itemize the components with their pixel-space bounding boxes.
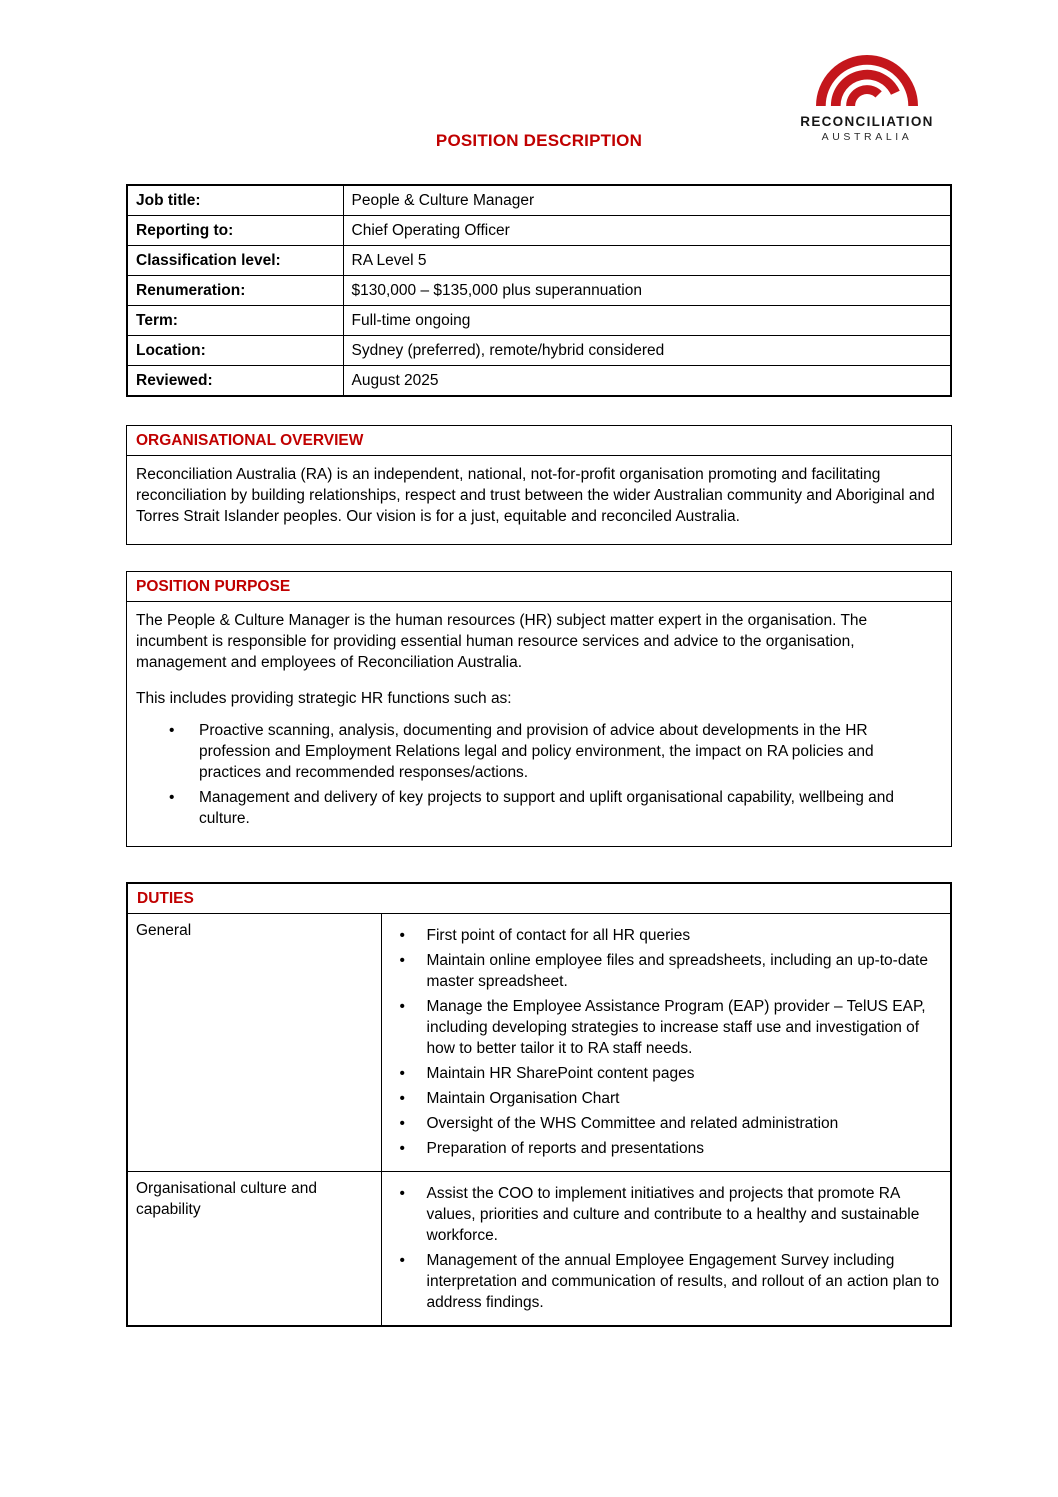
duty-bullet-item: • Manage the Employee Assistance Program (EAP) provider – TelUS EAP, including developing strategies to increase staff use and investigation of how to better tailor it to RA staff needs. [400,996,941,1059]
table-row [127,336,951,366]
duty-bullet-item: • Maintain online employee files and spreadsheets, including an up-to-date master spreadsheet. [400,950,941,992]
section-heading-position-purpose: POSITION PURPOSE [127,572,951,602]
detail-label: Reporting to: [127,216,343,246]
duty-bullet-item: • First point of contact for all HR queries [400,925,941,946]
table-row [127,246,951,276]
document-content [126,0,952,1327]
table-row [127,366,951,397]
section-heading-duties: DUTIES [127,883,951,914]
detail-value: August 2025 [343,366,951,397]
duties-heading-row [127,883,951,914]
detail-label: Term: [127,306,343,336]
purpose-bullet-item: • Proactive scanning, analysis, documenting and provision of advice about developments in the HR profession and Employment Relations legal and policy environment, the impact on RA policies and practices and recommended responses/actions. [169,720,939,783]
duty-category: General [127,914,381,1172]
duty-items-cell [381,914,951,1172]
detail-value: Full-time ongoing [343,306,951,336]
duty-bullet-item: • Preparation of reports and presentations [400,1138,941,1159]
overview-paragraph: Reconciliation Australia (RA) is an independent, national, not-for-profit organisation promoting and facilitating reconciliation by building relationships, respect and trust between the wider Australian community and Aboriginal and Torres Strait Islander peoples. Our vision is for a just, equitable and reconciled Australia. [136,466,935,525]
duty-bullet-item: • Oversight of the WHS Committee and related administration [400,1113,941,1134]
duty-bullet-item: • Management of the annual Employee Engagement Survey including interpretation and communication of results, and rollout of an action plan to address findings. [400,1250,941,1313]
detail-value: $130,000 – $135,000 plus superannuation [343,276,951,306]
page-title: POSITION DESCRIPTION [435,131,643,150]
detail-value: Chief Operating Officer [343,216,951,246]
section-position-purpose [126,571,952,847]
table-row [127,276,951,306]
table-row [127,306,951,336]
duty-bullet-item: • Maintain HR SharePoint content pages [400,1063,941,1084]
table-row [127,185,951,216]
detail-label: Reviewed: [127,366,343,397]
duty-row [127,1172,951,1327]
purpose-paragraph-1: The People & Culture Manager is the human resources (HR) subject matter expert in the organisation. The incumbent is responsible for providing essential human resource services and advice to the organisation, management and employees of Reconciliation Australia. [136,612,868,671]
duty-bullet-item: • Maintain Organisation Chart [400,1088,941,1109]
table-row [127,216,951,246]
duty-bullet-list [390,1183,941,1313]
duty-category: Organisational culture and capability [127,1172,381,1327]
detail-label: Job title: [127,185,343,216]
detail-label: Renumeration: [127,276,343,306]
duty-bullet-list [390,925,941,1159]
position-details-table [126,184,952,397]
detail-value: People & Culture Manager [343,185,951,216]
detail-value: RA Level 5 [343,246,951,276]
purpose-bullet-item: • Management and delivery of key projects to support and uplift organisational capability, wellbeing and culture. [169,787,939,829]
duty-row [127,914,951,1172]
detail-label: Location: [127,336,343,366]
detail-value: Sydney (preferred), remote/hybrid considered [343,336,951,366]
duties-table [126,882,952,1327]
purpose-bullet-list [136,720,939,829]
purpose-paragraph-2: This includes providing strategic HR functions such as: [136,690,512,707]
position-purpose-body [127,602,951,846]
logo-text-reconciliation: RECONCILIATION [800,114,934,129]
section-heading-organisational-overview: ORGANISATIONAL OVERVIEW [127,426,951,456]
duty-items-cell [381,1172,951,1327]
logo-text-australia: AUSTRALIA [821,131,913,143]
section-organisational-overview [126,425,952,545]
detail-label: Classification level: [127,246,343,276]
duty-bullet-item: • Assist the COO to implement initiatives and projects that promote RA values, priorities and culture and contribute to a healthy and sustainable workforce. [400,1183,941,1246]
organisational-overview-body [127,456,951,544]
